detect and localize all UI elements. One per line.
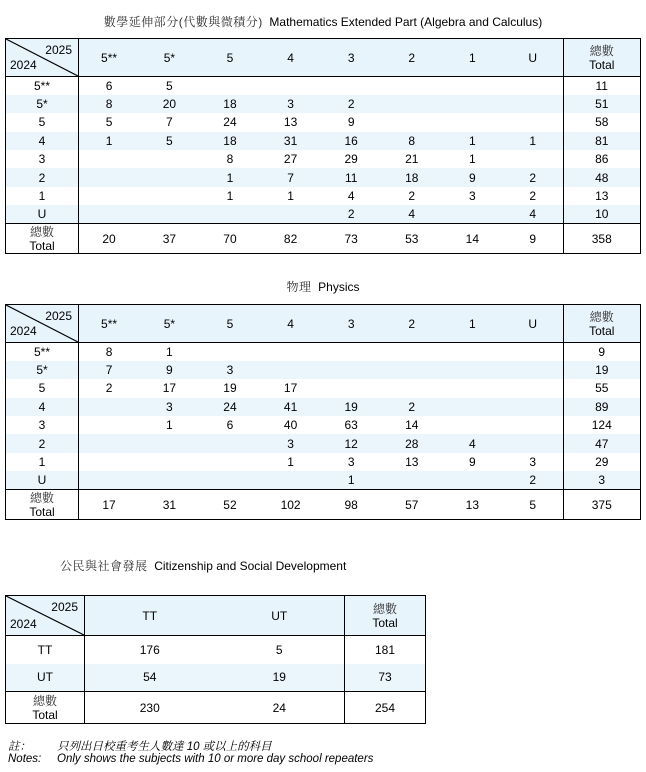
section-title-physics (0, 278, 646, 295)
cell (79, 150, 140, 168)
total-zh: 總數 (32, 693, 57, 708)
table-row (6, 636, 426, 664)
cell (260, 343, 321, 361)
row-total: 89 (563, 398, 640, 416)
cell (503, 434, 564, 452)
cell (381, 95, 442, 113)
row-total: 181 (345, 636, 426, 664)
row-label: 5 (6, 113, 79, 131)
cell: 16 (321, 132, 382, 150)
cell: 18 (200, 95, 261, 113)
cell: 2 (105, 381, 113, 396)
column-total: 102 (260, 490, 321, 520)
cell (381, 77, 442, 95)
row-label: 5* (6, 95, 79, 113)
table-row (6, 416, 641, 434)
row-label: U (6, 205, 79, 223)
row-year-label: 2024 (10, 58, 37, 72)
header-row (6, 305, 641, 343)
col-header: 1 (442, 305, 503, 343)
cell (79, 471, 140, 489)
cell: 1 (166, 418, 173, 433)
cell: 7 (79, 361, 140, 379)
row-total: 48 (563, 168, 640, 186)
section-title-csd (60, 557, 346, 574)
row-total: 81 (563, 132, 640, 150)
cell (442, 416, 503, 434)
total-col-header (345, 596, 426, 636)
cell: 4 (381, 205, 442, 223)
total-col-header (563, 39, 640, 77)
notes-text-en: Only shows the subjects with 10 or more day school repeaters (57, 753, 374, 765)
total-en: Total (372, 615, 398, 630)
row-total: 47 (563, 434, 640, 452)
totals-row (6, 490, 641, 520)
cell: 1 (200, 168, 261, 186)
table-row (6, 379, 641, 397)
row-total: 73 (345, 664, 426, 692)
cell: 11 (321, 168, 382, 186)
cell (503, 398, 564, 416)
cell: 24 (200, 398, 261, 416)
cell: 18 (200, 132, 261, 150)
cell: 18 (381, 168, 442, 186)
grand-total: 254 (345, 692, 426, 724)
cell (79, 453, 140, 471)
row-total: 19 (563, 361, 640, 379)
row-total: 10 (563, 205, 640, 223)
cell: 17 (162, 381, 177, 396)
totals-row-label (6, 490, 79, 520)
cell: 5 (105, 115, 113, 130)
cell: 1 (287, 189, 294, 204)
table-row (6, 113, 641, 131)
col-header: 3 (321, 305, 382, 343)
col-year-label: 2025 (51, 600, 78, 614)
row-total: 9 (563, 343, 640, 361)
cell: 2 (321, 95, 382, 113)
col-header: 4 (260, 305, 321, 343)
row-total: 86 (563, 150, 640, 168)
cell (503, 150, 564, 168)
cell: 20 (139, 95, 200, 113)
cell: 31 (260, 132, 321, 150)
cell (200, 343, 261, 361)
row-label: 1 (6, 187, 79, 205)
cell: 7 (260, 168, 321, 186)
cell: 2 (529, 189, 537, 204)
column-total: 57 (381, 490, 442, 520)
col-header: 5* (139, 305, 200, 343)
cell: 2 (408, 189, 416, 204)
row-total: 55 (563, 379, 640, 397)
total-en: Total (32, 707, 58, 722)
cell: 3 (260, 434, 321, 452)
cell: 27 (283, 152, 298, 167)
row-label: TT (6, 636, 85, 664)
col-header: 2 (381, 305, 442, 343)
table-row (6, 187, 641, 205)
cell (442, 205, 503, 223)
cell (442, 95, 503, 113)
cell (200, 471, 261, 489)
cell: 9 (139, 361, 200, 379)
cell: 19 (223, 381, 237, 396)
cell: 40 (283, 418, 298, 433)
cell (381, 471, 442, 489)
row-label: 3 (6, 150, 79, 168)
row-label: 4 (6, 398, 79, 416)
total-zh: 總數 (372, 601, 397, 616)
column-total: 70 (200, 224, 261, 254)
total-zh: 總數 (589, 43, 614, 58)
total-en: Total (29, 238, 55, 253)
col-header: 3 (321, 39, 382, 77)
cell: 29 (344, 152, 358, 167)
cell: 1 (226, 189, 234, 204)
cell: 1 (166, 344, 173, 359)
cell (503, 113, 564, 131)
cell: 21 (405, 152, 419, 167)
cell: 12 (321, 434, 382, 452)
cell: 1 (469, 152, 476, 167)
cell (139, 205, 200, 223)
cell (503, 416, 564, 434)
cell (442, 77, 503, 95)
cell (381, 379, 442, 397)
column-total: 73 (321, 224, 382, 254)
row-year-label: 2024 (10, 324, 37, 338)
cell (321, 343, 382, 361)
cell (503, 77, 564, 95)
notes-label-zh: 註： (8, 741, 31, 753)
cell: 17 (283, 381, 298, 396)
cell: 28 (381, 434, 442, 452)
cell: 3 (260, 95, 321, 113)
column-total: 230 (85, 692, 215, 724)
col-header: U (503, 305, 564, 343)
cell: 6 (226, 418, 234, 433)
col-header: 1 (442, 39, 503, 77)
total-en: Total (589, 57, 615, 72)
notes-zh (8, 738, 272, 754)
cell: 54 (85, 664, 215, 692)
cell (139, 471, 200, 489)
row-label: 5 (6, 379, 79, 397)
cell (260, 361, 321, 379)
cell: 63 (344, 418, 358, 433)
cell (139, 453, 200, 471)
column-total: 5 (503, 490, 564, 520)
totals-row-label (6, 692, 85, 724)
cell: 2 (381, 398, 442, 416)
cell: 8 (226, 152, 234, 167)
col-header: 5** (79, 39, 140, 77)
row-total: 11 (563, 77, 640, 95)
col-header: TT (85, 596, 215, 636)
table-row (6, 150, 641, 168)
row-label: U (6, 471, 79, 489)
notes-label-en: Notes: (8, 753, 42, 765)
table-row (6, 168, 641, 186)
corner-cell (6, 39, 79, 77)
row-label: 3 (6, 416, 79, 434)
header-row (6, 596, 426, 636)
cell (139, 168, 200, 186)
table-row (6, 95, 641, 113)
table-row (6, 361, 641, 379)
title-en: Citizenship and Social Development (154, 559, 347, 573)
total-en: Total (29, 504, 55, 519)
col-header: 5 (200, 39, 261, 77)
col-header: 2 (381, 39, 442, 77)
cell (200, 434, 261, 452)
cell (503, 343, 564, 361)
cell: 3 (347, 455, 355, 470)
table-row (6, 471, 641, 489)
column-total: 13 (442, 490, 503, 520)
cell: 6 (105, 78, 113, 93)
totals-row (6, 224, 641, 254)
table-row (6, 132, 641, 150)
title-zh: 公民與社會發展 (60, 559, 148, 573)
row-total: 124 (563, 416, 640, 434)
cell (321, 77, 382, 95)
cell: 2 (503, 471, 564, 489)
row-label: 2 (6, 434, 79, 452)
column-total: 52 (200, 490, 261, 520)
cell (79, 168, 140, 186)
cell (442, 379, 503, 397)
total-zh: 總數 (29, 224, 54, 239)
table-row (6, 77, 641, 95)
table-row (6, 434, 641, 452)
cell (79, 205, 140, 223)
column-total: 82 (260, 224, 321, 254)
column-total: 53 (381, 224, 442, 254)
col-year-label: 2025 (45, 309, 72, 323)
col-header: 5** (79, 305, 140, 343)
corner-cell (6, 596, 85, 636)
table-row (6, 398, 641, 416)
table-row (6, 664, 426, 692)
row-total: 3 (563, 471, 640, 489)
cell: 3 (469, 189, 476, 204)
cell: 14 (405, 418, 419, 433)
col-header: U (503, 39, 564, 77)
header-row (6, 39, 641, 77)
cell: 41 (260, 398, 321, 416)
cell (381, 361, 442, 379)
row-total: 13 (563, 187, 640, 205)
title-zh: 數學延伸部分(代數與微積分) (103, 15, 263, 29)
csd-table (5, 595, 426, 724)
row-label: 4 (6, 132, 79, 150)
cell (200, 453, 261, 471)
cell: 3 (139, 398, 200, 416)
column-total: 20 (79, 224, 140, 254)
column-total: 24 (215, 692, 345, 724)
cell: 9 (469, 455, 476, 470)
totals-row-label (6, 224, 79, 254)
cell: 5 (166, 78, 173, 93)
title-en: Physics (318, 280, 360, 294)
row-label: 1 (6, 453, 79, 471)
cell (139, 434, 200, 452)
column-total: 37 (139, 224, 200, 254)
physics-table (5, 304, 641, 520)
cell: 19 (321, 398, 382, 416)
total-zh: 總數 (29, 490, 54, 505)
cell: 1 (79, 132, 140, 150)
cell: 8 (79, 95, 140, 113)
cell (321, 361, 382, 379)
cell: 13 (405, 455, 419, 470)
row-label: 5** (6, 77, 79, 95)
col-year-label: 2025 (45, 43, 72, 57)
total-col-header (563, 305, 640, 343)
row-total: 58 (563, 113, 640, 131)
cell (79, 187, 140, 205)
cell (442, 361, 503, 379)
total-en: Total (589, 323, 615, 338)
notes-text-zh: 只列出日校重考生人數達 10 或以上的科目 (57, 741, 272, 753)
cell: 8 (105, 344, 113, 359)
row-total: 51 (563, 95, 640, 113)
section-title-maths-extended (0, 13, 646, 30)
cell (381, 113, 442, 131)
cell: 1 (442, 132, 503, 150)
cell: 4 (347, 189, 355, 204)
row-year-label: 2024 (10, 617, 37, 631)
column-total: 98 (321, 490, 382, 520)
cell (442, 471, 503, 489)
cell (200, 77, 261, 95)
row-label: UT (6, 664, 85, 692)
column-total: 9 (503, 224, 564, 254)
cell (321, 379, 382, 397)
cell (503, 361, 564, 379)
cell: 4 (503, 205, 564, 223)
row-label: 5** (6, 343, 79, 361)
title-en: Mathematics Extended Part (Algebra and Calculus) (269, 15, 543, 29)
corner-cell (6, 305, 79, 343)
totals-row (6, 692, 426, 724)
column-total: 14 (442, 224, 503, 254)
cell: 13 (283, 115, 298, 130)
table-row (6, 343, 641, 361)
cell: 24 (223, 115, 237, 130)
cell: 1 (321, 471, 382, 489)
cell: 3 (200, 361, 261, 379)
notes-en (8, 753, 373, 765)
cell (260, 77, 321, 95)
cell: 3 (529, 455, 537, 470)
cell: 9 (347, 115, 355, 130)
col-header: UT (215, 596, 345, 636)
cell: 1 (503, 132, 564, 150)
cell (139, 150, 200, 168)
cell (442, 113, 503, 131)
cell (200, 205, 261, 223)
cell: 1 (287, 455, 294, 470)
cell (260, 471, 321, 489)
cell: 7 (166, 115, 173, 130)
col-header: 5* (139, 39, 200, 77)
cell (79, 434, 140, 452)
column-total: 31 (139, 490, 200, 520)
row-label: 5* (6, 361, 79, 379)
cell (260, 205, 321, 223)
cell (442, 343, 503, 361)
col-header: 5 (200, 305, 261, 343)
cell (79, 398, 140, 416)
grand-total: 358 (563, 224, 640, 254)
maths-extended-table (5, 38, 641, 254)
cell: 4 (442, 434, 503, 452)
column-total: 17 (79, 490, 140, 520)
cell: 8 (381, 132, 442, 150)
cell (381, 343, 442, 361)
cell (503, 379, 564, 397)
cell: 5 (275, 642, 283, 657)
col-header: 4 (260, 39, 321, 77)
table-row (6, 453, 641, 471)
cell (442, 398, 503, 416)
row-label: 2 (6, 168, 79, 186)
cell (139, 187, 200, 205)
total-zh: 總數 (589, 309, 614, 324)
cell (79, 416, 140, 434)
cell: 2 (321, 205, 382, 223)
cell: 5 (139, 132, 200, 150)
cell: 176 (139, 642, 160, 657)
cell: 9 (442, 168, 503, 186)
cell: 2 (503, 168, 564, 186)
row-total: 29 (563, 453, 640, 471)
cell (503, 95, 564, 113)
cell: 19 (215, 664, 345, 692)
grand-total: 375 (563, 490, 640, 520)
table-row (6, 205, 641, 223)
title-zh: 物理 (286, 280, 312, 294)
